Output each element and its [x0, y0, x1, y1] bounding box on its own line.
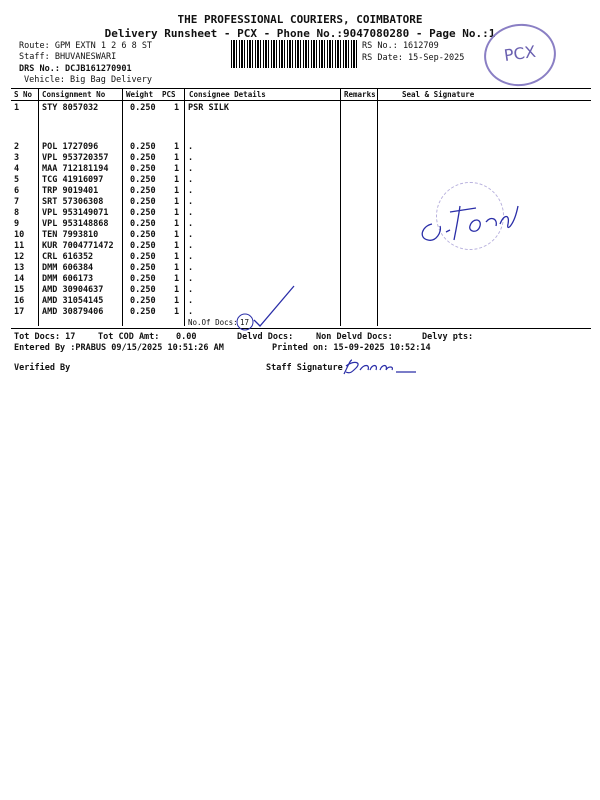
table-row	[0, 241, 600, 252]
table-header-rule	[11, 100, 591, 101]
table-row	[0, 263, 600, 274]
row-consignment: POL 1727096	[42, 142, 99, 152]
row-consignment: AMD 30879406	[42, 307, 104, 317]
entered-by: Entered By :PRABUS 09/15/2025 10:51:26 AM	[14, 343, 224, 353]
row-consignee: .	[188, 285, 194, 295]
row-pcs: 1	[174, 186, 180, 196]
row-consignee: .	[188, 164, 194, 174]
row-pcs: 1	[174, 241, 180, 251]
row-pcs: 1	[174, 252, 180, 262]
table-row	[0, 252, 600, 263]
row-consignment: VPL 953149071	[42, 208, 109, 218]
row-sno: 5	[14, 175, 20, 185]
non-delvd-docs: Non Delvd Docs:	[316, 332, 393, 342]
table-row	[0, 197, 600, 208]
row-weight: 0.250	[130, 241, 156, 251]
row-consignee: .	[188, 175, 194, 185]
table-top-rule	[11, 88, 591, 89]
row-pcs: 1	[174, 285, 180, 295]
row-pcs: 1	[174, 164, 180, 174]
table-row	[0, 285, 600, 296]
row-sno: 14	[14, 274, 25, 284]
col-header-consignee: Consignee Details	[189, 90, 266, 99]
table-row	[0, 175, 600, 186]
col-header-consignment: Consignment No	[42, 90, 106, 99]
rs-number: RS No.: 1612709	[362, 41, 439, 51]
row-sno: 9	[14, 219, 20, 229]
row-pcs: 1	[174, 263, 180, 273]
row-sno: 1	[14, 103, 20, 113]
row-pcs: 1	[174, 175, 180, 185]
verified-by-label: Verified By	[14, 363, 71, 373]
row-consignee: .	[188, 219, 194, 229]
table-row	[0, 164, 600, 175]
table-bottom-rule	[11, 328, 591, 329]
row-weight: 0.250	[130, 252, 156, 262]
row-consignee: .	[188, 142, 194, 152]
faint-seal-impression	[436, 182, 504, 250]
row-sno: 2	[14, 142, 20, 152]
row-sno: 16	[14, 296, 25, 306]
document-subtitle: Delivery Runsheet - PCX - Phone No.:9047080280 - Page No.:1	[104, 27, 496, 40]
row-pcs: 1	[174, 208, 180, 218]
row-sno: 11	[14, 241, 25, 251]
document-title: THE PROFESSIONAL COURIERS, COIMBATORE	[177, 13, 423, 26]
row-weight: 0.250	[130, 208, 156, 218]
row-consignee: .	[188, 307, 194, 317]
col-header-sno: S No	[14, 90, 33, 99]
rs-date: RS Date: 15-Sep-2025	[362, 53, 465, 63]
staff-info: Staff: BHUVANESWARI	[19, 52, 117, 62]
row-weight: 0.250	[130, 153, 156, 163]
row-consignment: AMD 30904637	[42, 285, 104, 295]
row-pcs: 1	[174, 274, 180, 284]
col-header-weight: Weight	[126, 90, 154, 99]
row-weight: 0.250	[130, 307, 156, 317]
row-weight: 0.250	[130, 230, 156, 240]
row-consignment: TRP 9019401	[42, 186, 99, 196]
delvd-docs: Delvd Docs:	[237, 332, 294, 342]
table-row	[0, 153, 600, 164]
row-consignment: KUR 7004771472	[42, 241, 114, 251]
row-sno: 4	[14, 164, 20, 174]
row-sno: 13	[14, 263, 25, 273]
row-pcs: 1	[174, 153, 180, 163]
row-consignment: MAA 712181194	[42, 164, 109, 174]
tot-cod-value: 0.00	[176, 332, 197, 342]
row-sno: 17	[14, 307, 25, 317]
row-pcs: 1	[174, 230, 180, 240]
row-pcs: 1	[174, 219, 180, 229]
row-weight: 0.250	[130, 142, 156, 152]
printed-on: Printed on: 15-09-2025 10:52:14	[272, 343, 431, 353]
row-consignment: TEN 7993810	[42, 230, 99, 240]
row-consignee: PSR SILK	[188, 103, 229, 113]
row-consignment: TCG 41916097	[42, 175, 104, 185]
row-weight: 0.250	[130, 263, 156, 273]
row-pcs: 1	[174, 197, 180, 207]
row-weight: 0.250	[130, 296, 156, 306]
barcode	[231, 40, 358, 68]
row-consignee: .	[188, 241, 194, 251]
row-sno: 3	[14, 153, 20, 163]
route-info: Route: GPM EXTN 1 2 6 8 ST	[19, 41, 153, 51]
staff-signature	[340, 356, 420, 378]
table-row	[0, 230, 600, 241]
drs-number: DRS No.: DCJB161270901	[19, 64, 132, 74]
row-pcs: 1	[174, 307, 180, 317]
row-consignee: .	[188, 274, 194, 284]
row-consignment: DMM 606384	[42, 263, 94, 273]
row-weight: 0.250	[130, 274, 156, 284]
tot-docs: Tot Docs: 17	[14, 332, 76, 342]
row-consignment: CRL 616352	[42, 252, 94, 262]
pcx-stamp: PCX	[480, 19, 560, 90]
row-consignment: AMD 31054145	[42, 296, 104, 306]
table-row	[0, 307, 600, 318]
row-weight: 0.250	[130, 103, 156, 113]
no-of-docs-value: 17	[240, 318, 250, 327]
row-consignee: .	[188, 186, 194, 196]
vehicle-info: Vehicle: Big Bag Delivery	[24, 75, 152, 85]
row-weight: 0.250	[130, 285, 156, 295]
row-sno: 6	[14, 186, 20, 196]
col-header-seal: Seal & Signature	[402, 90, 475, 99]
delvy-pts: Delvy pts:	[422, 332, 474, 342]
table-row	[0, 142, 600, 153]
col-header-pcs: PCS	[162, 90, 176, 99]
row-sno: 12	[14, 252, 25, 262]
row-consignment: VPL 953148868	[42, 219, 109, 229]
row-weight: 0.250	[130, 219, 156, 229]
row-consignment: STY 8057032	[42, 103, 99, 113]
row-pcs: 1	[174, 103, 180, 113]
tot-cod-label: Tot COD Amt:	[98, 332, 160, 342]
row-pcs: 1	[174, 142, 180, 152]
row-consignment: DMM 606173	[42, 274, 94, 284]
staff-signature-label: Staff Signature	[266, 363, 343, 373]
table-row	[0, 208, 600, 219]
row-sno: 10	[14, 230, 25, 240]
row-consignment: VPL 953720357	[42, 153, 109, 163]
table-row	[0, 274, 600, 285]
row-consignee: .	[188, 230, 194, 240]
table-row	[0, 219, 600, 230]
row-weight: 0.250	[130, 175, 156, 185]
row-consignee: .	[188, 208, 194, 218]
table-row	[0, 186, 600, 197]
table-row	[0, 296, 600, 307]
table-row	[0, 103, 600, 114]
row-consignee: .	[188, 252, 194, 262]
row-consignee: .	[188, 153, 194, 163]
row-sno: 7	[14, 197, 20, 207]
row-sno: 8	[14, 208, 20, 218]
row-weight: 0.250	[130, 186, 156, 196]
row-pcs: 1	[174, 296, 180, 306]
no-of-docs-label: No.Of Docs:	[188, 318, 238, 327]
row-weight: 0.250	[130, 197, 156, 207]
row-sno: 15	[14, 285, 25, 295]
row-consignee: .	[188, 296, 194, 306]
row-consignment: SRT 57306308	[42, 197, 104, 207]
row-consignee: .	[188, 263, 194, 273]
row-weight: 0.250	[130, 164, 156, 174]
row-consignee: .	[188, 197, 194, 207]
col-header-remarks: Remarks	[344, 90, 376, 99]
